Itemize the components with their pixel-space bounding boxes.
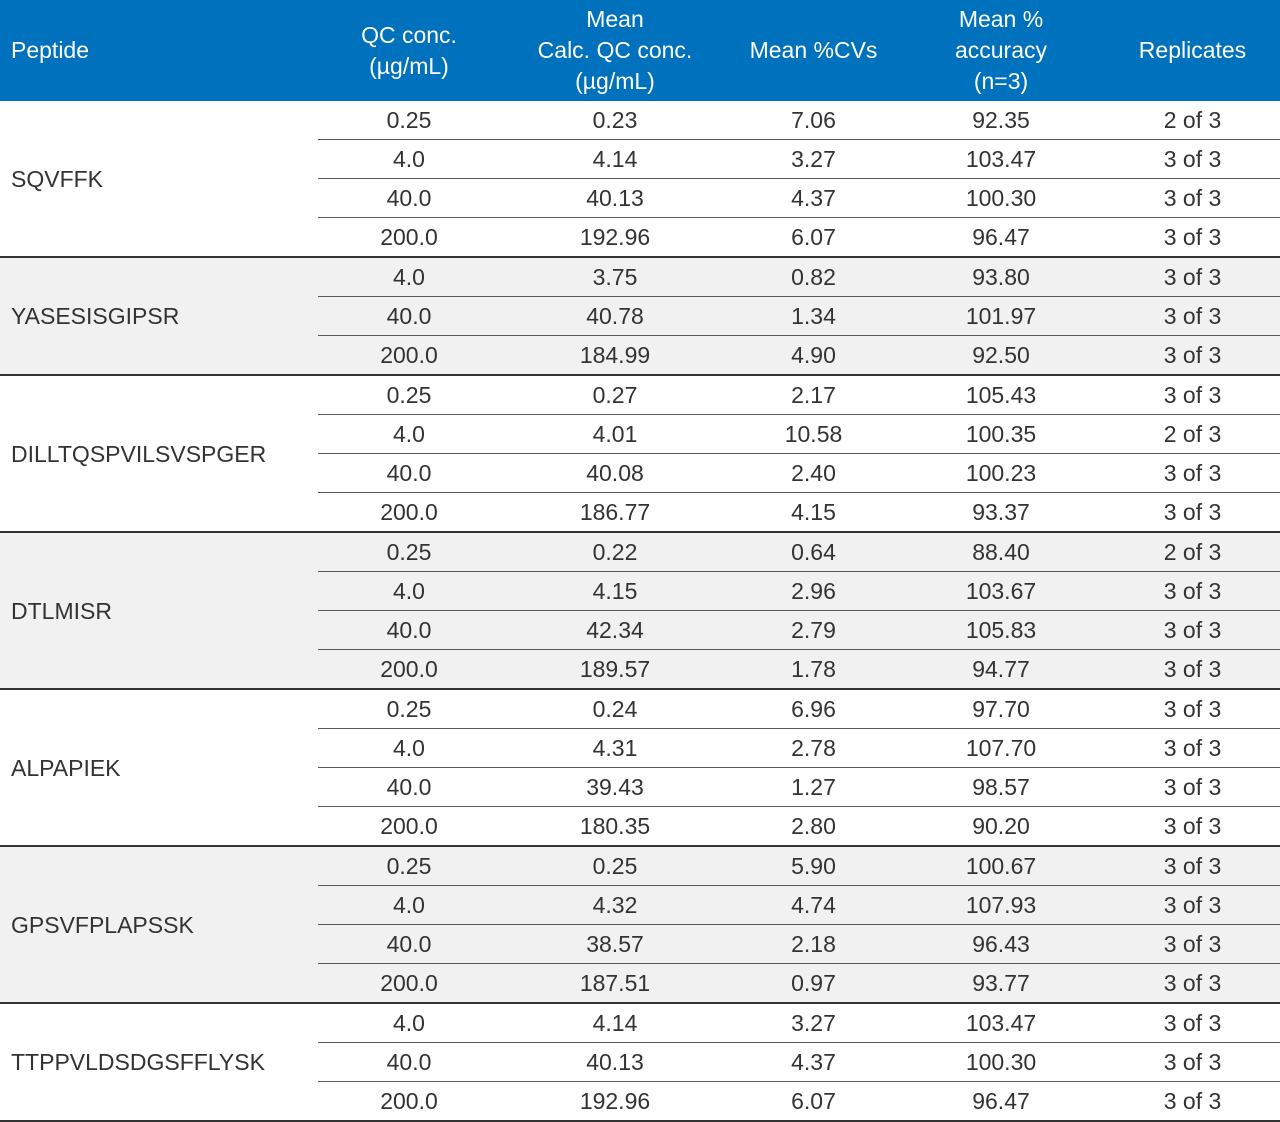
- mean-calc-qc-conc-cell: 4.32: [500, 886, 730, 925]
- header-mean-accuracy: [897, 0, 1105, 101]
- mean-calc-qc-conc-cell: 42.34: [500, 611, 730, 650]
- table-row: [0, 532, 1280, 572]
- qc-conc-cell: 40.0: [318, 925, 500, 964]
- mean-accuracy-cell: 94.77: [897, 650, 1105, 690]
- mean-calc-qc-conc-cell: 184.99: [500, 336, 730, 376]
- mean-cv-cell: 4.15: [730, 493, 897, 533]
- mean-accuracy-cell: 100.30: [897, 1043, 1105, 1082]
- replicates-cell: 3 of 3: [1105, 611, 1280, 650]
- mean-accuracy-cell: 105.83: [897, 611, 1105, 650]
- mean-calc-qc-conc-cell: 187.51: [500, 964, 730, 1004]
- mean-calc-qc-conc-cell: 189.57: [500, 650, 730, 690]
- mean-calc-qc-conc-cell: 39.43: [500, 768, 730, 807]
- mean-cv-cell: 1.27: [730, 768, 897, 807]
- replicates-cell: 3 of 3: [1105, 650, 1280, 690]
- replicates-cell: 2 of 3: [1105, 532, 1280, 572]
- qc-conc-cell: 4.0: [318, 257, 500, 297]
- qc-conc-cell: 200.0: [318, 964, 500, 1004]
- mean-calc-qc-conc-cell: 38.57: [500, 925, 730, 964]
- replicates-cell: 3 of 3: [1105, 297, 1280, 336]
- header-replicates-line: Replicates: [1138, 37, 1247, 63]
- table-row: [0, 101, 1280, 140]
- mean-cv-cell: 0.64: [730, 532, 897, 572]
- mean-cv-cell: 1.78: [730, 650, 897, 690]
- header-mean-cv-line: Mean %CVs: [749, 37, 878, 63]
- mean-accuracy-cell: 100.67: [897, 846, 1105, 886]
- mean-cv-cell: 7.06: [791, 107, 836, 133]
- replicates-cell: 3 of 3: [1105, 257, 1280, 297]
- mean-cv-cell: 1.34: [730, 297, 897, 336]
- header-qc-conc-line: (µg/mL): [369, 52, 449, 79]
- replicates-cell: 3 of 3: [1105, 336, 1280, 376]
- mean-cv-cell: 6.07: [730, 1082, 897, 1122]
- mean-accuracy-cell: 100.30: [897, 179, 1105, 218]
- qc-conc-cell: 200.0: [318, 218, 500, 258]
- mean-cv-cell: 4.90: [730, 336, 897, 376]
- qc-conc-cell: 4.0: [318, 572, 500, 611]
- mean-calc-qc-conc-cell: 40.13: [500, 1043, 730, 1082]
- replicates-cell: 3 of 3: [1105, 140, 1280, 179]
- mean-calc-qc-conc-cell: 180.35: [500, 807, 730, 847]
- header-mean-accuracy-line: Mean %: [958, 6, 1044, 32]
- header-mean-cv: [730, 0, 897, 101]
- replicates-cell: 3 of 3: [1105, 768, 1280, 807]
- header-mean-calc-line: Calc. QC conc.: [537, 37, 693, 63]
- replicates-cell: 3 of 3: [1105, 1082, 1280, 1122]
- mean-cv-cell: 2.18: [730, 925, 897, 964]
- mean-accuracy-cell: 96.47: [897, 218, 1105, 258]
- mean-accuracy-cell: 98.57: [897, 768, 1105, 807]
- peptide-name-cell: GPSVFPLAPSSK: [0, 846, 318, 1003]
- replicates-cell: 3 of 3: [1105, 886, 1280, 925]
- mean-accuracy-cell: 97.70: [972, 696, 1030, 722]
- header-mean-calc-line: (µg/mL): [575, 68, 655, 94]
- mean-calc-qc-conc-cell: 4.31: [500, 729, 730, 768]
- mean-cv-cell: 6.96: [791, 696, 836, 722]
- replicates-cell: 2 of 3: [1163, 107, 1222, 133]
- peptide-group: [0, 846, 1280, 1003]
- mean-accuracy-cell: 92.50: [897, 336, 1105, 376]
- table-row: [0, 257, 1280, 297]
- mean-calc-qc-conc-cell: 0.23: [592, 107, 638, 133]
- header-mean-calc-qc-conc: [500, 0, 730, 101]
- peptide-group: [0, 375, 1280, 532]
- replicates-cell: 3 of 3: [1105, 807, 1280, 847]
- header-mean-accuracy-line: (n=3): [973, 68, 1029, 94]
- replicates-cell: 3 of 3: [1105, 964, 1280, 1004]
- header-peptide-line: Peptide: [11, 37, 90, 63]
- mean-accuracy-cell: 93.77: [897, 964, 1105, 1004]
- mean-calc-qc-conc-cell: 186.77: [500, 493, 730, 533]
- replicates-cell: 3 of 3: [1163, 1010, 1222, 1036]
- mean-accuracy-cell: 100.23: [897, 454, 1105, 493]
- replicates-cell: 2 of 3: [1105, 415, 1280, 454]
- table-row: [0, 1003, 1280, 1043]
- replicates-cell: 3 of 3: [1105, 846, 1280, 886]
- mean-calc-qc-conc-cell: 0.24: [592, 696, 638, 722]
- mean-cv-cell: 2.17: [791, 382, 836, 408]
- qc-conc-cell: 0.25: [318, 846, 500, 886]
- qc-conc-cell: 4.0: [318, 415, 500, 454]
- mean-cv-cell: 2.78: [730, 729, 897, 768]
- mean-cv-cell: 4.74: [730, 886, 897, 925]
- replicates-cell: 3 of 3: [1163, 696, 1222, 722]
- qc-conc-cell: 4.0: [393, 1010, 425, 1036]
- peptide-group: [0, 689, 1280, 846]
- qc-conc-cell: 200.0: [318, 336, 500, 376]
- table-header: [0, 0, 1280, 101]
- peptide-group: [0, 532, 1280, 689]
- header-row: [0, 0, 1280, 101]
- peptide-group: [0, 1003, 1280, 1121]
- mean-calc-qc-conc-cell: 4.14: [592, 1010, 638, 1036]
- peptide-name-cell: ALPAPIEK: [11, 754, 121, 781]
- replicates-cell: 3 of 3: [1105, 925, 1280, 964]
- mean-accuracy-cell: 107.70: [897, 729, 1105, 768]
- mean-calc-qc-conc-cell: 3.75: [500, 257, 730, 297]
- qc-conc-cell: 40.0: [318, 768, 500, 807]
- qc-conc-cell: 4.0: [318, 140, 500, 179]
- qc-conc-cell: 40.0: [318, 611, 500, 650]
- mean-accuracy-cell: 103.47: [965, 1010, 1037, 1036]
- mean-calc-qc-conc-cell: 0.25: [500, 846, 730, 886]
- peptide-name-cell: TTPPVLDSDGSFFLYSK: [11, 1049, 265, 1075]
- mean-cv-cell: 2.40: [730, 454, 897, 493]
- qc-conc-cell: 4.0: [318, 886, 500, 925]
- qc-conc-cell: 40.0: [318, 1043, 500, 1082]
- header-qc-conc-line: QC conc.: [361, 21, 457, 48]
- qc-conc-cell: 40.0: [318, 297, 500, 336]
- mean-calc-qc-conc-cell: 40.78: [500, 297, 730, 336]
- mean-cv-cell: 0.97: [730, 964, 897, 1004]
- mean-calc-qc-conc-cell: 0.27: [592, 382, 638, 408]
- mean-cv-cell: 2.96: [730, 572, 897, 611]
- qc-conc-cell: 0.25: [318, 532, 500, 572]
- table-row: [0, 375, 1280, 415]
- mean-accuracy-cell: 90.20: [897, 807, 1105, 847]
- header-mean-calc-line: Mean: [586, 6, 644, 32]
- mean-calc-qc-conc-cell: 4.14: [500, 140, 730, 179]
- header-qc-conc: [318, 0, 500, 101]
- mean-calc-qc-conc-cell: 0.22: [500, 532, 730, 572]
- replicates-cell: 3 of 3: [1105, 729, 1280, 768]
- qc-conc-cell: 200.0: [318, 650, 500, 690]
- table-row: [0, 689, 1280, 729]
- mean-accuracy-cell: 107.93: [897, 886, 1105, 925]
- qc-conc-cell: 40.0: [318, 179, 500, 218]
- mean-calc-qc-conc-cell: 4.15: [500, 572, 730, 611]
- peptide-name-cell: DILLTQSPVILSVSPGER: [11, 440, 267, 467]
- mean-accuracy-cell: 93.37: [897, 493, 1105, 533]
- mean-accuracy-cell: 96.43: [897, 925, 1105, 964]
- peptide-name-cell: YASESISGIPSR: [0, 257, 318, 375]
- qc-conc-cell: 40.0: [318, 454, 500, 493]
- mean-accuracy-cell: 92.35: [972, 107, 1030, 133]
- mean-accuracy-cell: 103.47: [897, 140, 1105, 179]
- replicates-cell: 3 of 3: [1105, 218, 1280, 258]
- qc-conc-cell: 0.25: [386, 107, 432, 133]
- peptide-group: [0, 257, 1280, 375]
- mean-calc-qc-conc-cell: 4.01: [500, 415, 730, 454]
- mean-calc-qc-conc-cell: 192.96: [500, 1082, 730, 1122]
- mean-calc-qc-conc-cell: 40.08: [500, 454, 730, 493]
- replicates-cell: 3 of 3: [1105, 572, 1280, 611]
- mean-cv-cell: 3.27: [730, 140, 897, 179]
- mean-cv-cell: 3.27: [791, 1010, 836, 1036]
- mean-calc-qc-conc-cell: 40.13: [500, 179, 730, 218]
- table-row: [0, 846, 1280, 886]
- mean-cv-cell: 2.80: [730, 807, 897, 847]
- replicates-cell: 3 of 3: [1105, 179, 1280, 218]
- mean-cv-cell: 10.58: [730, 415, 897, 454]
- mean-accuracy-cell: 88.40: [897, 532, 1105, 572]
- mean-cv-cell: 4.37: [730, 1043, 897, 1082]
- peptide-group: [0, 101, 1280, 257]
- replicates-cell: 3 of 3: [1105, 454, 1280, 493]
- header-replicates: [1105, 0, 1280, 101]
- qc-conc-cell: 200.0: [318, 1082, 500, 1122]
- qc-conc-cell: 0.25: [386, 696, 432, 722]
- mean-cv-cell: 6.07: [730, 218, 897, 258]
- mean-accuracy-cell: 103.67: [897, 572, 1105, 611]
- qc-conc-cell: 200.0: [318, 807, 500, 847]
- replicates-cell: 3 of 3: [1105, 493, 1280, 533]
- header-mean-accuracy-line: accuracy: [954, 37, 1048, 63]
- header-peptide: [0, 0, 318, 101]
- mean-calc-qc-conc-cell: 192.96: [500, 218, 730, 258]
- mean-accuracy-cell: 100.35: [897, 415, 1105, 454]
- mean-accuracy-cell: 105.43: [965, 382, 1037, 408]
- mean-cv-cell: 5.90: [730, 846, 897, 886]
- peptide-name-cell: DTLMISR: [0, 532, 318, 689]
- qc-conc-cell: 200.0: [318, 493, 500, 533]
- qc-conc-cell: 4.0: [318, 729, 500, 768]
- mean-accuracy-cell: 93.80: [897, 257, 1105, 297]
- mean-cv-cell: 4.37: [730, 179, 897, 218]
- mean-cv-cell: 2.79: [730, 611, 897, 650]
- mean-cv-cell: 0.82: [730, 257, 897, 297]
- replicates-cell: 3 of 3: [1163, 382, 1222, 408]
- peptide-name-cell: SQVFFK: [11, 165, 104, 192]
- replicates-cell: 3 of 3: [1105, 1043, 1280, 1082]
- qc-conc-cell: 0.25: [386, 382, 432, 408]
- mean-accuracy-cell: 96.47: [897, 1082, 1105, 1122]
- mean-accuracy-cell: 101.97: [897, 297, 1105, 336]
